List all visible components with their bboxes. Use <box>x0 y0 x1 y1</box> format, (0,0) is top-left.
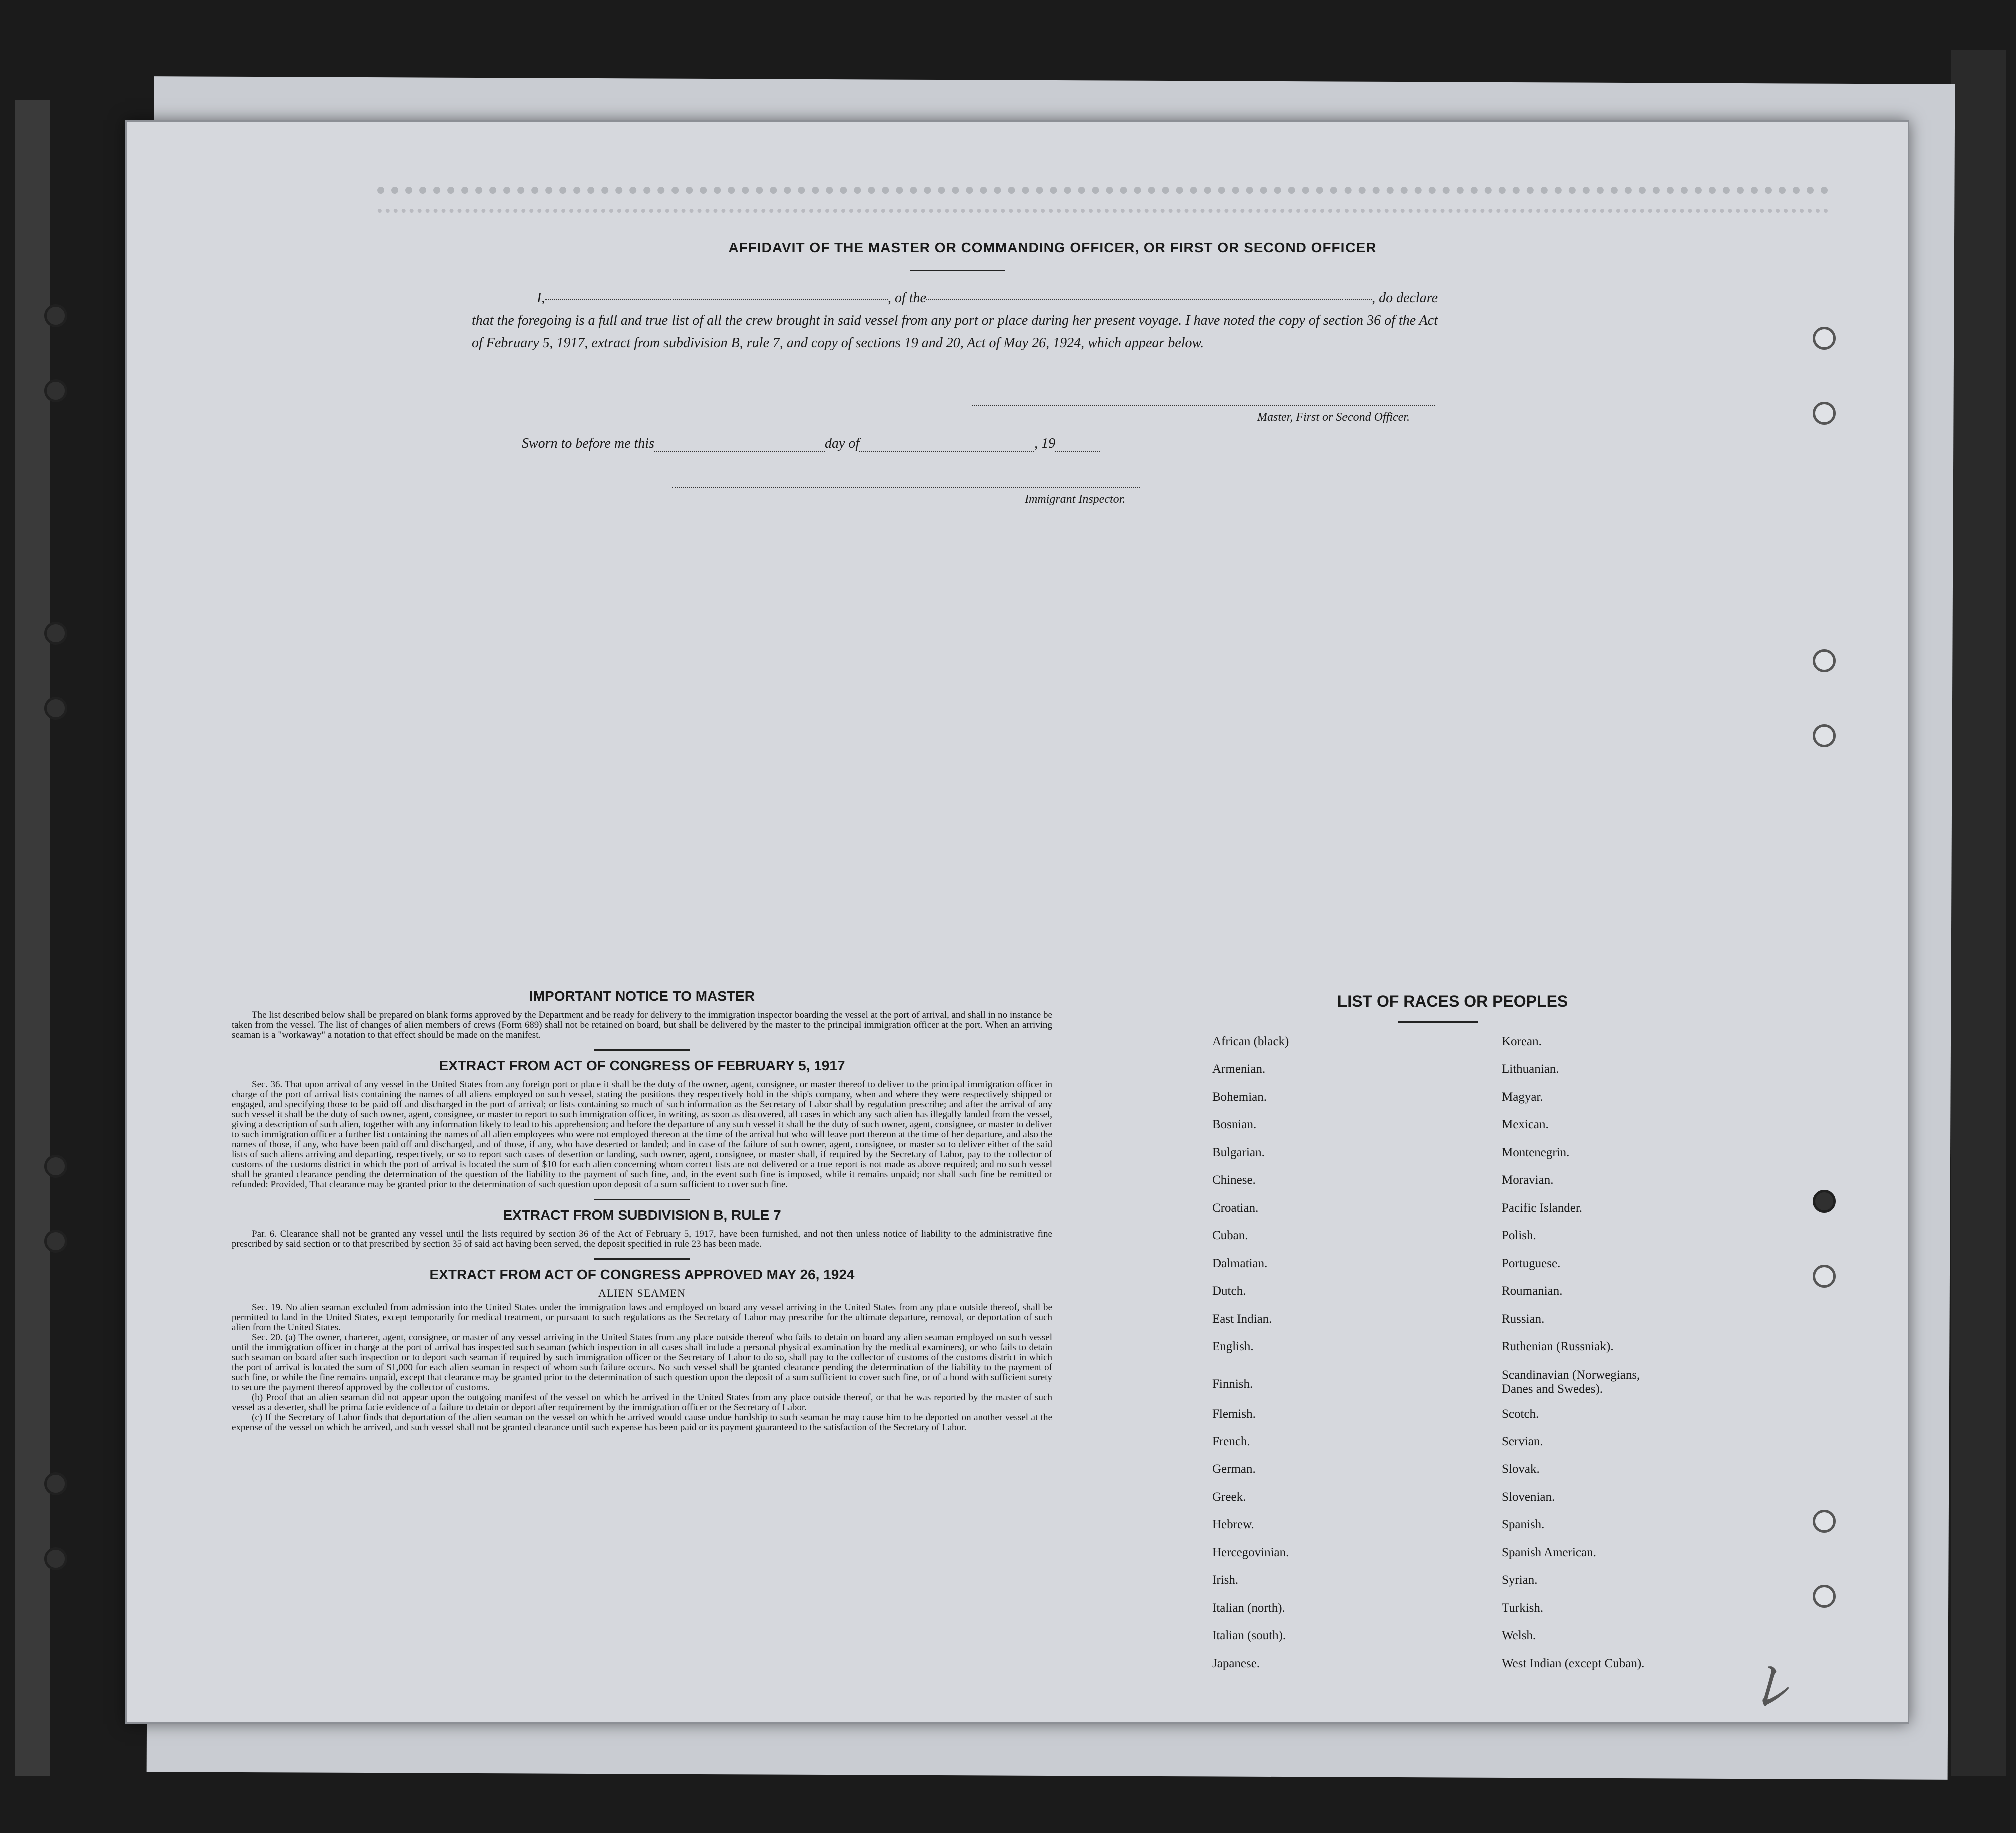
handwritten-mark: ﾚ <box>1751 1651 1799 1727</box>
rule-7-text: Par. 6. Clearance shall not be granted any vessel until the lists required by section 36 of the Act of February 5, 1917, have been furnished, and not then unless notice of liability to the administrative fine prescribed by said section or to that prescribed by section 35 of said act having been served, the deposit specified in rule 23 has been made. <box>232 1229 1052 1249</box>
race-item: Welsh. <box>1502 1629 1536 1642</box>
punch-hole <box>44 697 67 720</box>
notice-column <box>232 988 1052 1433</box>
act-1917-text: Sec. 36. That upon arrival of any vessel in the United States from any foreign port or place it shall be the duty of the owner, agent, consignee, or master thereof to deliver to the principal immigration officer in charge of the port of arrival lists containing the names of all aliens employed on such vessel, stating the positions they respectively hold in the ship's company, when and where they were respectively shipped or engaged, and specifying those to be paid off and discharged in the port of arrival; or lists containing so much of such information as the Secretary of Labor shall by regulation prescribe; and after the arrival of any such vessel it shall be the duty of such owner, agent, consignee, or master to report to such immigration officer, in writing, as soon as discovered, all cases in which any such alien has illegally landed from the vessel, giving a description of such alien, together with any information likely to lead to his apprehension; and before the departure of any such vessel it shall be the duty of such owner, agent, consignee, or master to deliver to such immigration officer a further list containing the names of all alien employees who were not employed thereon at the time of the arrival but who will leave port thereon at the time of her departure, and also the names of those, if any, who have been paid off and discharged, and of those, if any, who have deserted or landed; and in case of the failure of such owner, agent, consignee, or master so to deliver either of the said lists of such aliens arriving and departing, respectively, or so to report such cases of desertion or landing, such owner, agent, consignee, or master shall, if required by the Secretary of Labor, pay to the collector of customs of the customs district in which the port of arrival is located the sum of $10 for each alien concerning whom correct lists are not delivered or a true report is not made as above required; and no such vessel shall be granted clearance pending the determination of the question of the liability to the payment of such fine, and, in the event such fine is imposed, while it remains unpaid; nor shall such fine be remitted or refunded: Provided, That clearance may be granted prior to the determination of such question upon deposit of a sum sufficient to cover such fine. <box>232 1079 1052 1190</box>
race-item: Servian. <box>1502 1435 1543 1448</box>
race-item: German. <box>1212 1462 1256 1476</box>
race-item: Moravian. <box>1502 1173 1554 1187</box>
rule-7-title: EXTRACT FROM SUBDIVISION B, RULE 7 <box>503 1207 781 1223</box>
race-item: Syrian. <box>1502 1573 1538 1587</box>
punch-hole <box>1813 1190 1836 1213</box>
race-item: Cuban. <box>1212 1229 1248 1242</box>
inspector-signature-line <box>672 487 1140 488</box>
divider <box>594 1199 690 1200</box>
bleed-through-decoration <box>377 187 1828 212</box>
race-item: Lithuanian. <box>1502 1062 1559 1076</box>
punch-hole <box>44 1547 67 1570</box>
punch-hole <box>1813 649 1836 672</box>
divider <box>1398 1021 1478 1023</box>
master-caption: Master, First or Second Officer. <box>1257 411 1410 424</box>
affidavit-i: I, <box>537 290 545 306</box>
affidavit-body <box>472 287 1438 354</box>
punch-hole <box>44 1472 67 1495</box>
race-item: Russian. <box>1502 1312 1545 1326</box>
master-signature-line <box>972 405 1435 406</box>
race-item: Ruthenian (Russniak). <box>1502 1340 1614 1353</box>
day-of-label: day of <box>824 436 860 451</box>
race-item: Mexican. <box>1502 1118 1549 1131</box>
sworn-line <box>522 436 1100 452</box>
race-item: Portuguese. <box>1502 1257 1561 1270</box>
act-1917-title: EXTRACT FROM ACT OF CONGRESS OF FEBRUARY 5, 1917 <box>439 1058 845 1073</box>
races-title: LIST OF RACES OR PEOPLES <box>1337 992 1568 1010</box>
race-item: Flemish. <box>1212 1407 1256 1421</box>
race-item: Spanish. <box>1502 1518 1545 1531</box>
affidavit-text: that the foregoing is a full and true list of all the crew brought in said vessel from any port or place during her present voyage. I have noted the copy of section 36 of the Act of February 5, 1917, extract from subdivision B, rule 7, and copy of sections 19 and 20, Act of May 26, 1924, which appear below. <box>472 313 1438 351</box>
punch-hole <box>1813 402 1836 425</box>
race-item: Spanish American. <box>1502 1546 1596 1559</box>
punch-hole <box>44 622 67 645</box>
punch-hole <box>1813 1510 1836 1533</box>
punch-hole <box>1813 1265 1836 1288</box>
race-item: English. <box>1212 1340 1254 1353</box>
act-1924-sec-20c: (c) If the Secretary of Labor finds that deportation of the alien seaman on the vessel on which he arrived would cause undue hardship to such seaman he may cause him to be deported on another vessel at the expense of the vessel on which he arrived, and such vessel shall not be granted clearance until such expense has been paid or its payment guaranteed to the satisfaction of the Secretary of Labor. <box>232 1412 1052 1433</box>
race-item: Scandinavian (Norwegians, Danes and Swedes). <box>1502 1368 1640 1396</box>
race-item: Dalmatian. <box>1212 1257 1268 1270</box>
race-item: African (black) <box>1212 1035 1289 1048</box>
race-item: Scotch. <box>1502 1407 1539 1421</box>
punch-hole <box>44 304 67 327</box>
race-item: Bulgarian. <box>1212 1146 1265 1159</box>
race-item: Slovenian. <box>1502 1490 1555 1504</box>
act-1924-sec-20b: (b) Proof that an alien seaman did not appear upon the outgoing manifest of the vessel on which he arrived in the United States from any place outside thereof, or that he was reported by the master of such vessel as a deserter, shall be prima facie evidence of a failure to detain or deport after requirement by the immigration officer or the Secretary of Labor. <box>232 1392 1052 1413</box>
race-item: French. <box>1212 1435 1250 1448</box>
sworn-label: Sworn to before me this <box>522 436 654 451</box>
vessel-blank <box>926 287 1372 300</box>
race-item: Armenian. <box>1212 1062 1266 1076</box>
act-1924-subtitle: ALIEN SEAMEN <box>598 1287 686 1299</box>
race-item: Irish. <box>1212 1573 1239 1587</box>
punch-hole <box>1813 724 1836 747</box>
year-blank <box>1055 440 1100 452</box>
document-page <box>125 120 1909 1724</box>
race-item: Bohemian. <box>1212 1090 1267 1104</box>
name-blank <box>545 287 888 300</box>
race-item: Hebrew. <box>1212 1518 1254 1531</box>
inspector-caption: Immigrant Inspector. <box>1025 493 1126 506</box>
race-item: Greek. <box>1212 1490 1246 1504</box>
race-item: Italian (south). <box>1212 1629 1286 1642</box>
race-item: Pacific Islander. <box>1502 1201 1583 1215</box>
scanner-frame-right <box>1951 50 2006 1776</box>
act-1924-sec-20a: Sec. 20. (a) The owner, charterer, agent, consignee, or master of any vessel arriving in the United States from any place outside thereof who fails to detain on board any alien seaman employed on such vessel until the immigration officer in charge at the port of arrival has inspected such seaman (which inspection in all cases shall include a personal physical examination by the medical examiners), or who fails to detain such seaman on board after such inspection or to deport such seaman if required by such immigration officer or the Secretary of Labor to do so, shall pay to the collector of customs of the customs district in which the port of arrival is located the sum of $1,000 for each alien seaman in respect of whom such failure occurs. No such vessel shall be granted clearance pending the determination of the liability to the payment of such fine, or while the fine remains unpaid, except that clearance may be granted prior to the determination of such question upon the deposit of a sum sufficient to cover such fine, or of a bond with sufficient surety to secure the payment thereof approved by the collector of customs. <box>232 1332 1052 1393</box>
race-item: Dutch. <box>1212 1284 1246 1298</box>
race-item: West Indian (except Cuban). <box>1502 1657 1645 1670</box>
race-item: Italian (north). <box>1212 1601 1285 1615</box>
race-item: Hercegovinian. <box>1212 1546 1289 1559</box>
act-1924-title: EXTRACT FROM ACT OF CONGRESS APPROVED MAY 26, 1924 <box>429 1267 855 1282</box>
race-item: Croatian. <box>1212 1201 1259 1215</box>
divider <box>594 1258 690 1260</box>
race-item: Slovak. <box>1502 1462 1540 1476</box>
race-item: Turkish. <box>1502 1601 1544 1615</box>
punch-hole <box>44 1230 67 1253</box>
race-item: Chinese. <box>1212 1173 1256 1187</box>
race-item: Bosnian. <box>1212 1118 1257 1131</box>
divider <box>910 270 1005 271</box>
year-label: , 19 <box>1034 436 1056 451</box>
day-blank <box>654 440 825 452</box>
notice-text: The list described below shall be prepared on blank forms approved by the Department and be ready for delivery to the immigration inspector boarding the vessel at the port of arrival, and shall in no instance be taken from the vessel. The list of changes of alien members of crews (Form 689) shall not be retained on board, but shall be delivered by the master to the principal immigration officer at the port. When an arriving seaman is a "workaway" a notation to that effect should be made on the manifest. <box>232 1010 1052 1040</box>
notice-title: IMPORTANT NOTICE TO MASTER <box>529 988 755 1004</box>
race-item: Finnish. <box>1212 1377 1253 1391</box>
punch-hole <box>1813 327 1836 350</box>
race-item: Polish. <box>1502 1229 1536 1242</box>
race-item: Roumanian. <box>1502 1284 1563 1298</box>
affidavit-title: AFFIDAVIT OF THE MASTER OR COMMANDING OFFICER, OR FIRST OR SECOND OFFICER <box>728 240 1377 255</box>
divider <box>594 1049 690 1051</box>
affidavit-of-the: , of the <box>888 290 926 306</box>
race-item: Japanese. <box>1212 1657 1260 1670</box>
scanner-frame-left <box>15 100 50 1776</box>
act-1924-sec-19: Sec. 19. No alien seaman excluded from admission into the United States under the immigration laws and employed on board any vessel arriving in the United States from any place outside thereof, shall be permitted to land in the United States, except temporarily for medical treatment, or pursuant to such regulations as the Secretary of Labor may prescribe for the ultimate departure, removal, or deportation of such alien from the United States. <box>232 1302 1052 1333</box>
month-blank <box>859 440 1034 452</box>
punch-hole <box>1813 1585 1836 1608</box>
affidavit-do-declare: , do declare <box>1372 290 1438 306</box>
race-item: Montenegrin. <box>1502 1146 1570 1159</box>
race-item: East Indian. <box>1212 1312 1272 1326</box>
punch-hole <box>44 1155 67 1178</box>
punch-hole <box>44 379 67 402</box>
race-item: Korean. <box>1502 1035 1542 1048</box>
race-item: Magyar. <box>1502 1090 1543 1104</box>
